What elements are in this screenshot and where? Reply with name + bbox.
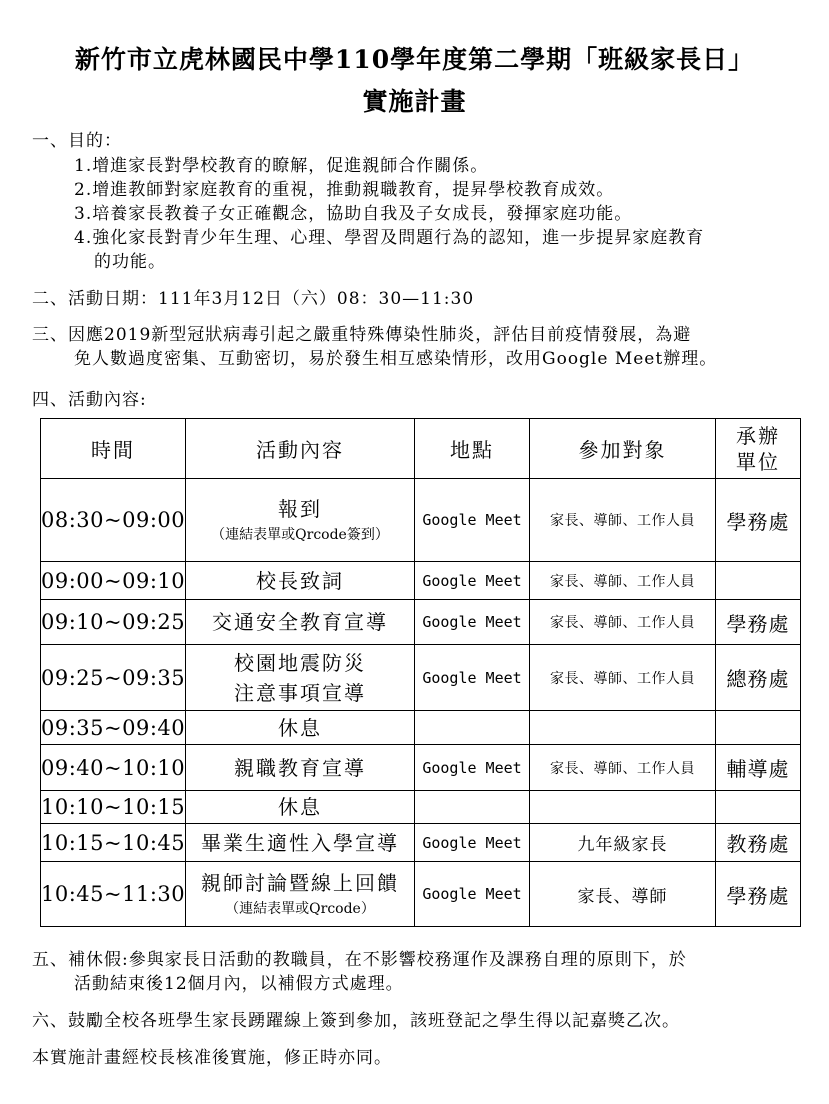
header-activity: 活動內容 bbox=[186, 419, 415, 479]
row-location bbox=[415, 791, 530, 824]
row-activity bbox=[186, 862, 415, 927]
row-time: 08:30~09:00 bbox=[41, 479, 186, 562]
row-audience bbox=[530, 711, 716, 745]
row-audience: 家長、導師、工作人員 bbox=[530, 562, 716, 600]
row-location: Google Meet bbox=[415, 645, 530, 711]
purpose-item-4: 4.強化家長對青少年生理、心理、學習及問題行為的認知，進一步提昇家庭教育 bbox=[74, 228, 705, 248]
row-activity: 休息 bbox=[186, 791, 415, 824]
header-audience: 參加對象 bbox=[530, 419, 716, 479]
table-row bbox=[41, 862, 801, 927]
row-unit bbox=[716, 562, 801, 600]
table-row bbox=[41, 645, 801, 711]
row-location: Google Meet bbox=[415, 562, 530, 600]
row-activity-note: （連結表單或Qrcode） bbox=[225, 901, 375, 917]
row-activity-title: 親師討論暨線上回饋 bbox=[201, 871, 399, 895]
header-location: 地點 bbox=[415, 419, 530, 479]
row-activity: 畢業生適性入學宣導 bbox=[186, 824, 415, 862]
row-time: 10:45~11:30 bbox=[41, 862, 186, 927]
row-time: 09:35~09:40 bbox=[41, 711, 186, 745]
table-row bbox=[41, 600, 801, 645]
table-row bbox=[41, 711, 801, 745]
table-row bbox=[41, 745, 801, 791]
row-location: Google Meet bbox=[415, 862, 530, 927]
covid-note-line1: 三、因應2019新型冠狀病毒引起之嚴重特殊傳染性肺炎，評估目前疫情發展，為避 bbox=[32, 325, 692, 345]
header-unit-line2: 單位 bbox=[736, 449, 780, 474]
row-time: 10:10~10:15 bbox=[41, 791, 186, 824]
leave-note-line1: 五、補休假:參與家長日活動的教職員，在不影響校務運作及課務自理的原則下，於 bbox=[32, 950, 687, 970]
table-row bbox=[41, 562, 801, 600]
row-activity-note: （連結表單或Qrcode簽到） bbox=[211, 527, 389, 543]
row-activity: 親職教育宣導 bbox=[186, 745, 415, 791]
row-location: Google Meet bbox=[415, 745, 530, 791]
row-time: 09:10~09:25 bbox=[41, 600, 186, 645]
approval-note: 本實施計畫經校長核准後實施，修正時亦同。 bbox=[32, 1048, 392, 1068]
row-audience: 九年級家長 bbox=[530, 824, 716, 862]
table-header-row bbox=[41, 419, 801, 479]
header-unit-line1: 承辦 bbox=[736, 423, 780, 448]
document-title-line1: 新竹市立虎林國民中學110學年度第二學期「班級家長日」 bbox=[74, 45, 755, 74]
row-audience: 家長、導師 bbox=[530, 862, 716, 927]
row-activity: 交通安全教育宣導 bbox=[186, 600, 415, 645]
row-audience: 家長、導師、工作人員 bbox=[530, 600, 716, 645]
activity-date: 二、活動日期：111年3月12日（六）08：30—11:30 bbox=[32, 289, 475, 309]
table-row bbox=[41, 791, 801, 824]
table-row bbox=[41, 824, 801, 862]
leave-note-line2: 活動結束後12個月內，以補假方式處理。 bbox=[74, 974, 404, 994]
covid-note-line2: 免人數過度密集、互動密切，易於發生相互感染情形，改用Google Meet辦理。 bbox=[74, 349, 718, 369]
row-unit: 教務處 bbox=[716, 824, 801, 862]
schedule-table bbox=[40, 418, 801, 927]
row-time: 10:15~10:45 bbox=[41, 824, 186, 862]
row-unit: 輔導處 bbox=[716, 745, 801, 791]
row-activity-line2: 注意事項宣導 bbox=[234, 680, 366, 705]
row-audience: 家長、導師、工作人員 bbox=[530, 479, 716, 562]
row-audience: 家長、導師、工作人員 bbox=[530, 645, 716, 711]
header-time: 時間 bbox=[41, 419, 186, 479]
row-unit bbox=[716, 791, 801, 824]
row-unit: 總務處 bbox=[716, 645, 801, 711]
row-time: 09:00~09:10 bbox=[41, 562, 186, 600]
row-location: Google Meet bbox=[415, 824, 530, 862]
row-location: Google Meet bbox=[415, 600, 530, 645]
row-location bbox=[415, 711, 530, 745]
row-audience bbox=[530, 791, 716, 824]
row-unit: 學務處 bbox=[716, 600, 801, 645]
table-row bbox=[41, 479, 801, 562]
content-heading: 四、活動內容: bbox=[32, 390, 147, 410]
row-activity-line1: 校園地震防災 bbox=[234, 650, 366, 675]
purpose-item-2: 2.增進教師對家庭教育的重視，推動親職教育，提昇學校教育成效。 bbox=[74, 180, 615, 200]
purpose-item-1: 1.增進家長對學校教育的瞭解，促進親師合作關係。 bbox=[74, 156, 489, 176]
row-activity-title: 報到 bbox=[278, 497, 322, 521]
row-location: Google Meet bbox=[415, 479, 530, 562]
row-activity bbox=[186, 645, 415, 711]
row-audience: 家長、導師、工作人員 bbox=[530, 745, 716, 791]
row-activity: 休息 bbox=[186, 711, 415, 745]
row-time: 09:40~10:10 bbox=[41, 745, 186, 791]
row-unit: 學務處 bbox=[716, 479, 801, 562]
header-unit bbox=[716, 419, 801, 479]
document-title-line2: 實施計畫 bbox=[362, 87, 467, 116]
purpose-heading: 一、目的： bbox=[32, 131, 122, 151]
purpose-item-3: 3.培養家長教養子女正確觀念，協助自我及子女成長，發揮家庭功能。 bbox=[74, 204, 633, 224]
row-time: 09:25~09:35 bbox=[41, 645, 186, 711]
row-activity: 校長致詞 bbox=[186, 562, 415, 600]
purpose-item-4-cont: 的功能。 bbox=[94, 252, 166, 272]
encourage-note: 六、鼓勵全校各班學生家長踴躍線上簽到參加，該班登記之學生得以記嘉獎乙次。 bbox=[32, 1011, 680, 1031]
row-unit: 學務處 bbox=[716, 862, 801, 927]
row-activity bbox=[186, 479, 415, 562]
row-unit bbox=[716, 711, 801, 745]
